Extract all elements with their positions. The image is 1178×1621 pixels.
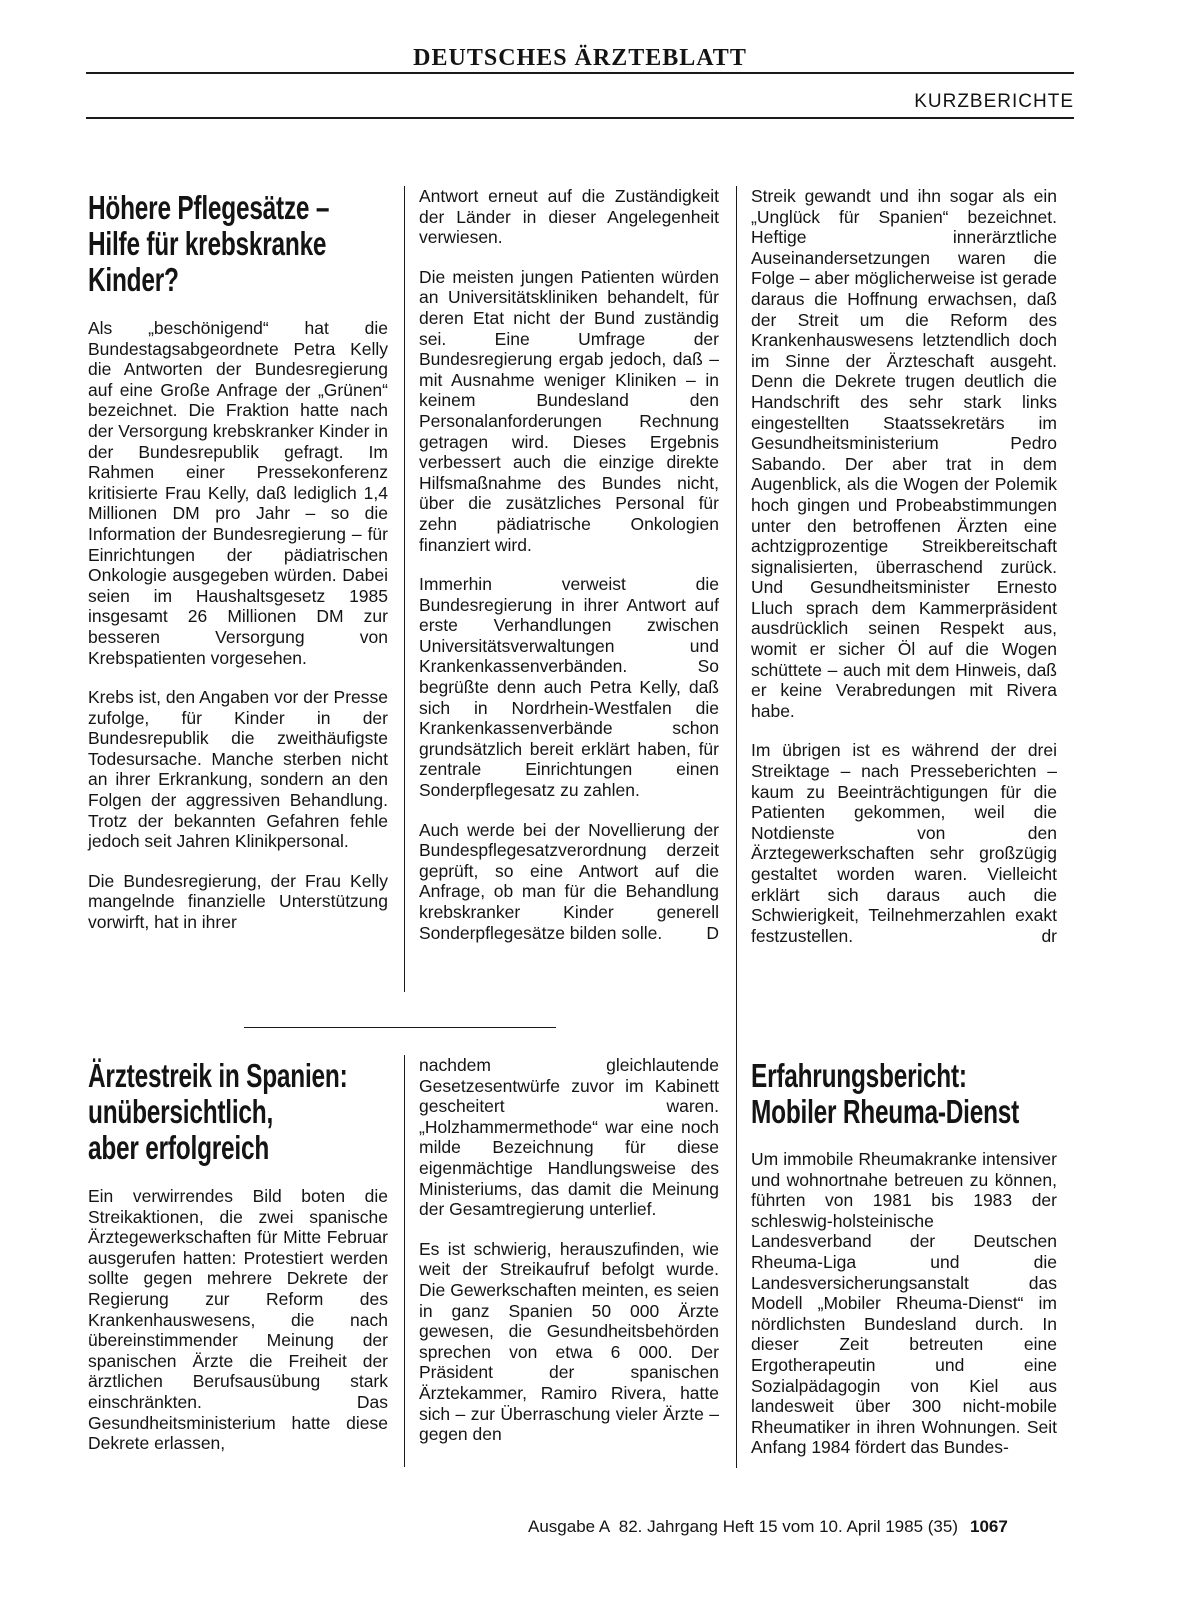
author-signature: D bbox=[706, 922, 719, 943]
headline-line: aber erfolgreich bbox=[88, 1129, 270, 1166]
paragraph: Immerhin verweist die Bundesregierung in ihrer Antwort auf erste Verhandlungen zwischen Universitätsverwaltungen und Krankenkassenverbänden. So begrüßte denn auch Petra Kelly, daß sich in Nordrhein-Westfalen die Krankenkassenverbände schon grundsätzlich bereit erklärt haben, für zentrale Einrichtungen einen Sonderpflegesatz zu zahlen. bbox=[419, 574, 719, 801]
paragraph: Die meisten jungen Patienten würden an Universitätskliniken behandelt, für deren Etat nicht der Bund zuständig sei. Eine Umfrage der Bundesregierung ergab jedoch, daß – mit Ausnahme weniger Kliniken – in keinem Bundesland den Personalanforderungen Rechnung getragen wird. Dieses Ergebnis verbessert auch die einzige direkte Hilfsmaßnahme des Bundes nicht, über die zusätzliches Personal für zehn pädiatrische Onkologien finanziert wird. bbox=[419, 266, 719, 555]
article3-headline bbox=[751, 1058, 1019, 1130]
article2-column-3 bbox=[751, 186, 1057, 946]
paragraph: Ein verwirrendes Bild boten die Streikaktionen, die zwei spanische Ärztegewerkschaften für Mitte Februar ausgerufen hatten: Protestiert werden sollte gegen mehrere Dekrete der Regierung zur Reform des Krankenhauswesens, die nach übereinstimmender Meinung der spanischen Ärzte die Freiheit der ärztlichen Berufsausübung stark einschränkten. Das Gesundheitsministerium hatte diese Dekrete erlassen, bbox=[88, 1186, 388, 1454]
headline-line: Erfahrungsbericht: bbox=[751, 1057, 967, 1094]
paragraph: Krebs ist, den Angaben vor der Presse zufolge, für Kinder in der Bundesrepublik die zweithäufigste Todesursache. Manche sterben nicht an ihrer Erkrankung, sondern an den Folgen der aggressiven Behandlung. Trotz der bekannten Gefahren fehle jedoch seit Jahren Klinikpersonal. bbox=[88, 687, 388, 852]
headline-line: Höhere Pflegesätze – bbox=[88, 189, 330, 226]
article2-headline bbox=[88, 1058, 348, 1166]
article2-column-2 bbox=[419, 1055, 719, 1445]
article3-column-1 bbox=[751, 1149, 1057, 1458]
author-signature: dr bbox=[1041, 925, 1057, 946]
article1-column-2 bbox=[419, 186, 719, 943]
column-divider bbox=[404, 186, 405, 992]
paragraph: nachdem gleichlautende Gesetzesentwürfe zuvor im Kabinett gescheitert waren. „Holzhammermethode“ war eine noch milde Bezeichnung für diese eigenmächtige Handlungsweise des Ministeriums, das damit die Meinung der Gesamtregierung unterlief. bbox=[419, 1055, 719, 1220]
paragraph: Antwort erneut auf die Zuständigkeit der Länder in dieser Angelegenheit verwiesen. bbox=[419, 186, 719, 248]
article1-headline bbox=[88, 190, 329, 298]
masthead: DEUTSCHES ÄRZTEBLATT bbox=[413, 45, 747, 71]
paragraph: Streik gewandt und ihn sogar als ein „Unglück für Spanien“ bezeichnet. Heftige innerärztliche Auseinandersetzungen waren die Folge – aber möglicherweise ist gerade daraus die Hoffnung erwachsen, daß der Streit um die Reform des Krankenhauswesens letztendlich doch im Sinne der Ärzteschaft ausgeht. Denn die Dekrete trugen deutlich die Handschrift des sehr stark links eingestellten Staatssekretärs im Gesundheitsministerium Pedro Sabando. Der aber trat in dem Augenblick, als die Wogen der Polemik hoch gingen und Probeabstimmungen unter den betroffenen Ärzten eine achtzigprozentige Streikbereitschaft signalisierten, überraschend zurück. Und Gesundheitsminister Ernesto Lluch sprach dem Kammerpräsident ausdrücklich seinen Respekt aus, womit er sicher Öl auf die Wogen schüttete – auch mit dem Hinweis, daß er keine Verabredungen mit Rivera habe. bbox=[751, 186, 1057, 721]
page-number: 1067 bbox=[970, 1517, 1008, 1536]
headline-line: unübersichtlich, bbox=[88, 1093, 274, 1130]
column-divider bbox=[736, 186, 737, 1468]
article2-column-1 bbox=[88, 1186, 388, 1454]
headline-line: Mobiler Rheuma-Dienst bbox=[751, 1093, 1020, 1130]
paragraph bbox=[419, 820, 719, 944]
headline-line: Kinder? bbox=[88, 261, 179, 298]
masthead-rule bbox=[86, 72, 1074, 74]
paragraph-text: Im übrigen ist es während der drei Streiktage – nach Presseberichten – kaum zu Beeinträchtigungen für die Patienten gekommen, weil die Notdienste von den Ärztegewerkschaften sehr großzügig gestaltet worden waren. Vielleicht erklärt sich daraus auch die Schwierigkeit, Teilnehmerzahlen exakt festzustellen. bbox=[751, 740, 1057, 946]
headline-line: Hilfe für krebskranke bbox=[88, 225, 327, 262]
section-label: KURZBERICHTE bbox=[914, 91, 1074, 112]
paragraph bbox=[751, 740, 1057, 946]
page-footer bbox=[528, 1517, 1008, 1537]
section-rule bbox=[86, 117, 1074, 119]
issue-info: Ausgabe A 82. Jahrgang Heft 15 vom 10. April 1985 (35) bbox=[528, 1517, 959, 1536]
article-separator bbox=[244, 1027, 556, 1028]
column-divider bbox=[404, 1055, 405, 1467]
paragraph: Die Bundesregierung, der Frau Kelly mangelnde finanzielle Unterstützung vorwirft, hat in ihrer bbox=[88, 870, 388, 933]
paragraph: Um immobile Rheumakranke intensiver und wohnortnahe betreuen zu können, führten von 1981 bis 1983 der schleswig-holsteinische Landesverband der Deutschen Rheuma-Liga und die Landesversicherungsanstalt das Modell „Mobiler Rheuma-Dienst“ im nördlichsten Bundesland durch. In dieser Zeit betreuten eine Ergotherapeutin und eine Sozialpädagogin von Kiel aus landesweit über 300 nicht-mobile Rheumatiker in ihren Wohnungen. Seit Anfang 1984 fördert das Bundes- bbox=[751, 1149, 1057, 1458]
headline-line: Ärztestreik in Spanien: bbox=[88, 1057, 348, 1094]
paragraph: Es ist schwierig, herauszufinden, wie weit der Streikaufruf befolgt wurde. Die Gewerkschaften meinten, es seien in ganz Spanien 50 000 Ärzte gewesen, die Gesundheitsbehörden sprechen von etwa 6 000. Der Präsident der spanischen Ärztekammer, Ramiro Rivera, hatte sich – zur Überraschung vieler Ärzte – gegen den bbox=[419, 1238, 719, 1445]
paragraph: Als „beschönigend“ hat die Bundestagsabgeordnete Petra Kelly die Antworten der Bundesregierung auf eine Große Anfrage der „Grünen“ bezeichnet. Die Fraktion hatte nach der Versorgung krebskranker Kinder in der Bundesrepublik gefragt. Im Rahmen einer Pressekonferenz kritisierte Frau Kelly, daß lediglich 1,4 Millionen DM pro Jahr – so die Information der Bundesregierung – für Einrichtungen der pädiatrischen Onkologie ausgegeben würden. Dabei seien im Haushaltsgesetz 1985 insgesamt 26 Millionen DM zur besseren Versorgung von Krebspatienten vorgesehen. bbox=[88, 318, 388, 668]
paragraph-text: Auch werde bei der Novellierung der Bundespflegesatzverordnung derzeit geprüft, so eine Antwort auf die Anfrage, ob man für die Behandlung krebskranker Kinder generell Sonderpflegesätze bilden solle. bbox=[419, 819, 719, 943]
article1-column-1 bbox=[88, 318, 388, 933]
